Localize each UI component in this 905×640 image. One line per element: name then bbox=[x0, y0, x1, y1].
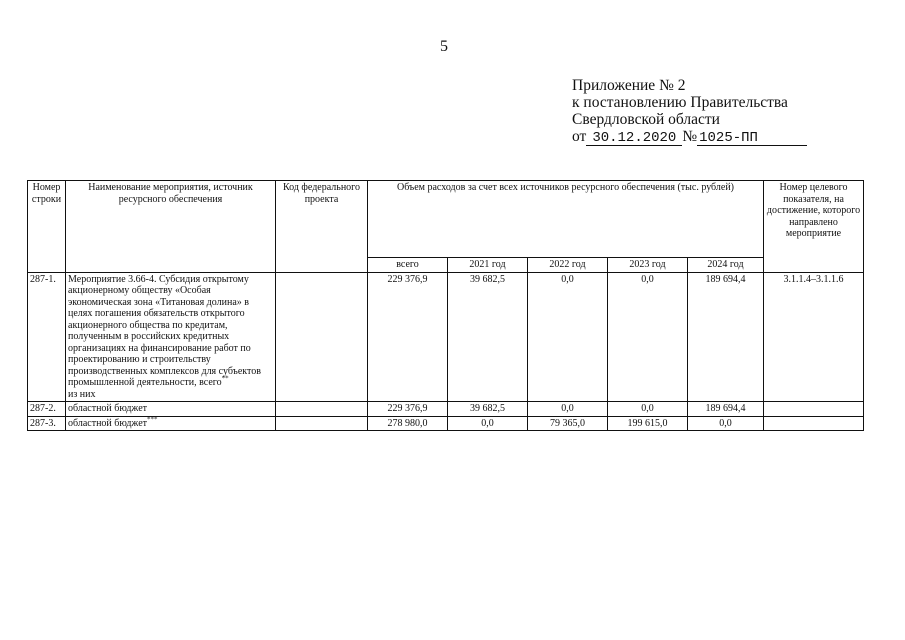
row-federal-code bbox=[276, 402, 368, 417]
row-2022: 0,0 bbox=[528, 402, 608, 417]
row-2024: 189 694,4 bbox=[688, 402, 764, 417]
row-name-footnote: *** bbox=[147, 415, 158, 424]
row-name-extra: из них bbox=[68, 388, 96, 400]
row-target: 3.1.1.4–3.1.1.6 bbox=[764, 272, 864, 402]
header-total: всего bbox=[368, 258, 448, 273]
header-expenses: Объем расходов за счет всех источников ресурсного обеспечения (тыс. рублей) bbox=[368, 181, 764, 258]
expense-table bbox=[27, 180, 864, 431]
row-name bbox=[66, 272, 276, 402]
row-number: 287-1. bbox=[28, 272, 66, 402]
row-total: 229 376,9 bbox=[368, 402, 448, 417]
row-2024: 0,0 bbox=[688, 416, 764, 431]
row-target bbox=[764, 416, 864, 431]
appendix-date-line bbox=[572, 128, 807, 146]
row-2024: 189 694,4 bbox=[688, 272, 764, 402]
appendix-block bbox=[572, 77, 807, 146]
row-2022: 0,0 bbox=[528, 272, 608, 402]
row-total: 278 980,0 bbox=[368, 416, 448, 431]
row-name-footnote: ** bbox=[221, 374, 229, 383]
table-row bbox=[28, 416, 864, 431]
row-name-text: областной бюджет bbox=[68, 417, 148, 429]
number-label: № bbox=[682, 128, 698, 145]
from-label: от bbox=[572, 128, 587, 145]
table-row bbox=[28, 272, 864, 402]
row-2022: 79 365,0 bbox=[528, 416, 608, 431]
row-number: 287-2. bbox=[28, 402, 66, 417]
table-header-row bbox=[28, 181, 864, 258]
row-2021: 0,0 bbox=[448, 416, 528, 431]
resolution-date: 30.12.2020 bbox=[586, 131, 682, 146]
appendix-title: Приложение № 2 bbox=[572, 77, 686, 94]
row-2023: 0,0 bbox=[608, 402, 688, 417]
header-2023: 2023 год bbox=[608, 258, 688, 273]
row-federal-code bbox=[276, 416, 368, 431]
appendix-line-resolution: к постановлению Правительства bbox=[572, 94, 788, 111]
header-2021: 2021 год bbox=[448, 258, 528, 273]
header-2022: 2022 год bbox=[528, 258, 608, 273]
resolution-number: 1025-ПП bbox=[697, 131, 807, 146]
table-row bbox=[28, 402, 864, 417]
row-federal-code bbox=[276, 272, 368, 402]
row-name-text: областной бюджет bbox=[68, 403, 148, 414]
header-federal-code: Код федерального проекта bbox=[276, 181, 368, 273]
header-2024: 2024 год bbox=[688, 258, 764, 273]
row-target bbox=[764, 402, 864, 417]
header-target-indicator: Номер целевого показателя, на достижение, которого направлено мероприятие bbox=[764, 181, 864, 273]
row-name-text: Мероприятие 3.66-4. Субсидия открытому акционерному обществу «Особая экономическая зона «Титановая долина» в целях погашения обязательств открытого акционерного общества по кредитам, полученным в российских кредитных организациях на финансирование работ по проектированию и строительству производственных комплексов для субъектов промышленной деятельности, всего bbox=[68, 273, 261, 388]
row-2023: 0,0 bbox=[608, 272, 688, 402]
row-number: 287-3. bbox=[28, 416, 66, 431]
row-2021: 39 682,5 bbox=[448, 402, 528, 417]
row-2021: 39 682,5 bbox=[448, 272, 528, 402]
row-name bbox=[66, 402, 276, 417]
header-name: Наименование мероприятия, источник ресурсного обеспечения bbox=[66, 181, 276, 273]
row-2023: 199 615,0 bbox=[608, 416, 688, 431]
page-number: 5 bbox=[440, 38, 448, 55]
row-name bbox=[66, 416, 276, 431]
header-row-number: Номер строки bbox=[28, 181, 66, 273]
row-total: 229 376,9 bbox=[368, 272, 448, 402]
appendix-line-region: Свердловской области bbox=[572, 111, 720, 128]
